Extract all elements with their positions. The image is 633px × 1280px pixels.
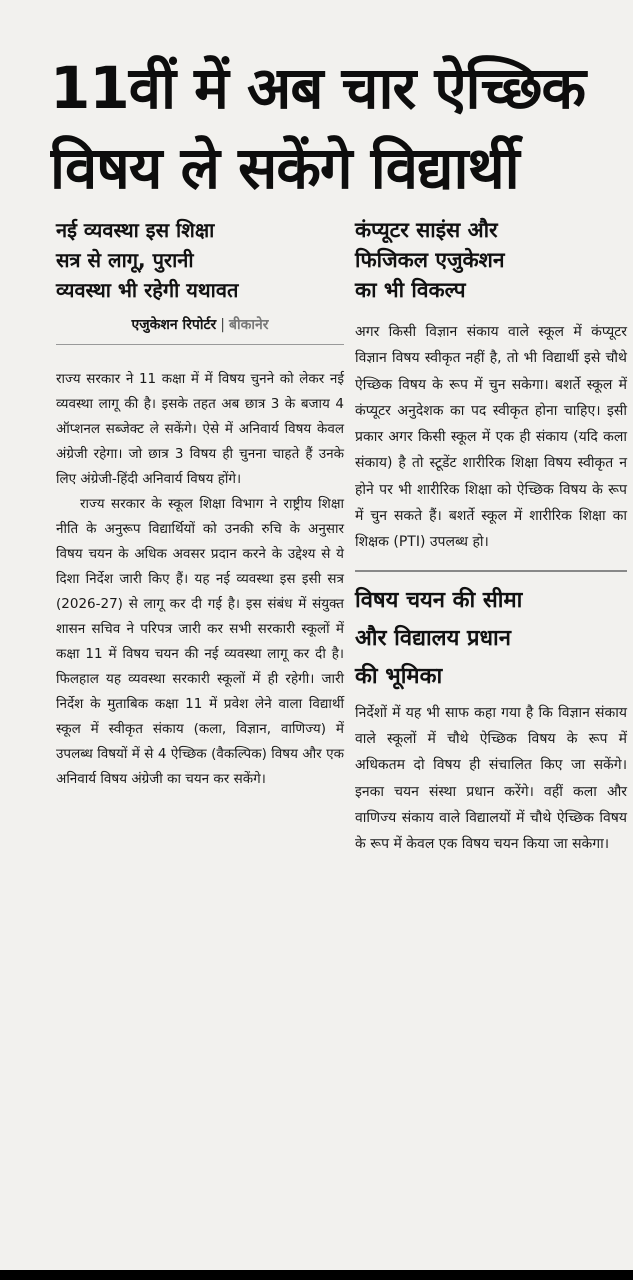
right-subheading-1-line-3: का भी विकल्प <box>355 278 466 302</box>
section-divider <box>355 570 627 572</box>
left-subheading-line-2: सत्र से लागू, पुरानी <box>56 248 194 272</box>
bottom-border-bar <box>0 1270 633 1280</box>
left-subheading-line-3: व्यवस्था भी रहेगी यथावत <box>56 278 239 302</box>
byline-reporter: एजुकेशन रिपोर्टर <box>131 317 217 333</box>
right-body-2 <box>355 700 627 858</box>
headline-line-1: 11वीं में अब चार ऐच्छिक <box>50 54 586 122</box>
right-subheading-1-line-1: कंप्यूटर साइंस और <box>355 218 498 242</box>
left-subheading-line-1: नई व्यवस्था इस शिक्षा <box>56 218 215 242</box>
left-paragraph-2: राज्य सरकार के स्कूल शिक्षा विभाग ने राष्ट्रीय शिक्षा नीति के अनुरूप विद्यार्थियों को उनकी रुचि के अनुसार विषय चयन के अधिक अवसर प्रदान करने के उद्देश्य से ये दिशा निर्देश जारी किए हैं। यह नई व्यवस्था इस इसी सत्र (2026-27) से लागू कर दी गई है। इस संबंध में संयुक्त शासन सचिव ने परिपत्र जारी कर सभी सरकारी स्कूलों में कक्षा 11 में विषय चयन की नई व्यवस्था लागू कर दी है। फिलहाल यह व्यवस्था सरकारी स्कूलों में ही रहेगी। जारी निर्देश के मुताबिक कक्षा 11 में प्रवेश लेने वाला विद्यार्थी स्कूल में स्वीकृत संकाय (कला, विज्ञान, वाणिज्य) में उपलब्ध विषयों में से 4 ऐच्छिक (वैकल्पिक) विषय और एक अनिवार्य विषय अंग्रेजी का चयन कर सकेंगे। <box>56 496 344 787</box>
right-subheading-2-line-1: विषय चयन की सीमा <box>355 587 523 613</box>
headline <box>50 48 633 208</box>
right-subheading-1 <box>355 215 627 305</box>
right-subheading-2 <box>355 582 627 696</box>
byline <box>56 315 344 345</box>
right-subheading-2-line-2: और विद्यालय प्रधान <box>355 625 511 651</box>
right-paragraph-1: अगर किसी विज्ञान संकाय वाले स्कूल में कंप्यूटर विज्ञान विषय स्वीकृत नहीं है, तो भी विद्यार्थी इसे चौथे ऐच्छिक विषय के रूप में चुन सकेगा। बशर्ते स्कूल में कंप्यूटर अनुदेशक का पद स्वीकृत होना चाहिए। इसी प्रकार अगर किसी स्कूल में एक ही संकाय (यदि कला संकाय) है तो स्टूडेंट शारीरिक शिक्षा विषय स्वीकृत न होने पर भी शारीरिक शिक्षा को ऐच्छिक विषय के रूप में चुन सकते हैं। बशर्ते स्कूल में शारीरिक शिक्षा का शिक्षक (PTI) उपलब्ध हो। <box>355 324 627 551</box>
left-body <box>56 367 344 792</box>
right-subheading-1-line-2: फिजिकल एजुकेशन <box>355 248 505 272</box>
right-paragraph-2: निर्देशों में यह भी साफ कहा गया है कि विज्ञान संकाय वाले स्कूलों में चौथे ऐच्छिक विषय के रूप में अधिकतम दो विषय ही संचालित किए जा सकेंगे। इनका चयन संस्था प्रधान करेंगे। वहीं कला और वाणिज्य संकाय वाले विद्यालयों में चौथे ऐच्छिक विषय के रूप में केवल एक विषय चयन किया जा सकेगा। <box>355 704 627 853</box>
right-column <box>355 215 627 857</box>
left-column <box>56 215 344 792</box>
right-body-1 <box>355 319 627 556</box>
byline-place: बीकानेर <box>228 317 269 333</box>
left-paragraph-1: राज्य सरकार ने 11 कक्षा में में विषय चुनने को लेकर नई व्यवस्था लागू की है। इसके तहत अब छात्र 3 के बजाय 4 ऑप्शनल सब्जेक्ट ले सकेंगे। ऐसे में अनिवार्य विषय केवल अंग्रेजी रहेगा। जो छात्र 3 विषय ही चुनना चाहते हैं उनके लिए अंग्रेजी-हिंदी अनिवार्य विषय होंगे। <box>56 371 344 487</box>
right-subheading-2-line-3: की भूमिका <box>355 663 443 689</box>
byline-separator: | <box>220 317 225 333</box>
headline-line-2: विषय ले सकेंगे विद्यार्थी <box>50 134 519 202</box>
left-subheading <box>56 215 344 305</box>
